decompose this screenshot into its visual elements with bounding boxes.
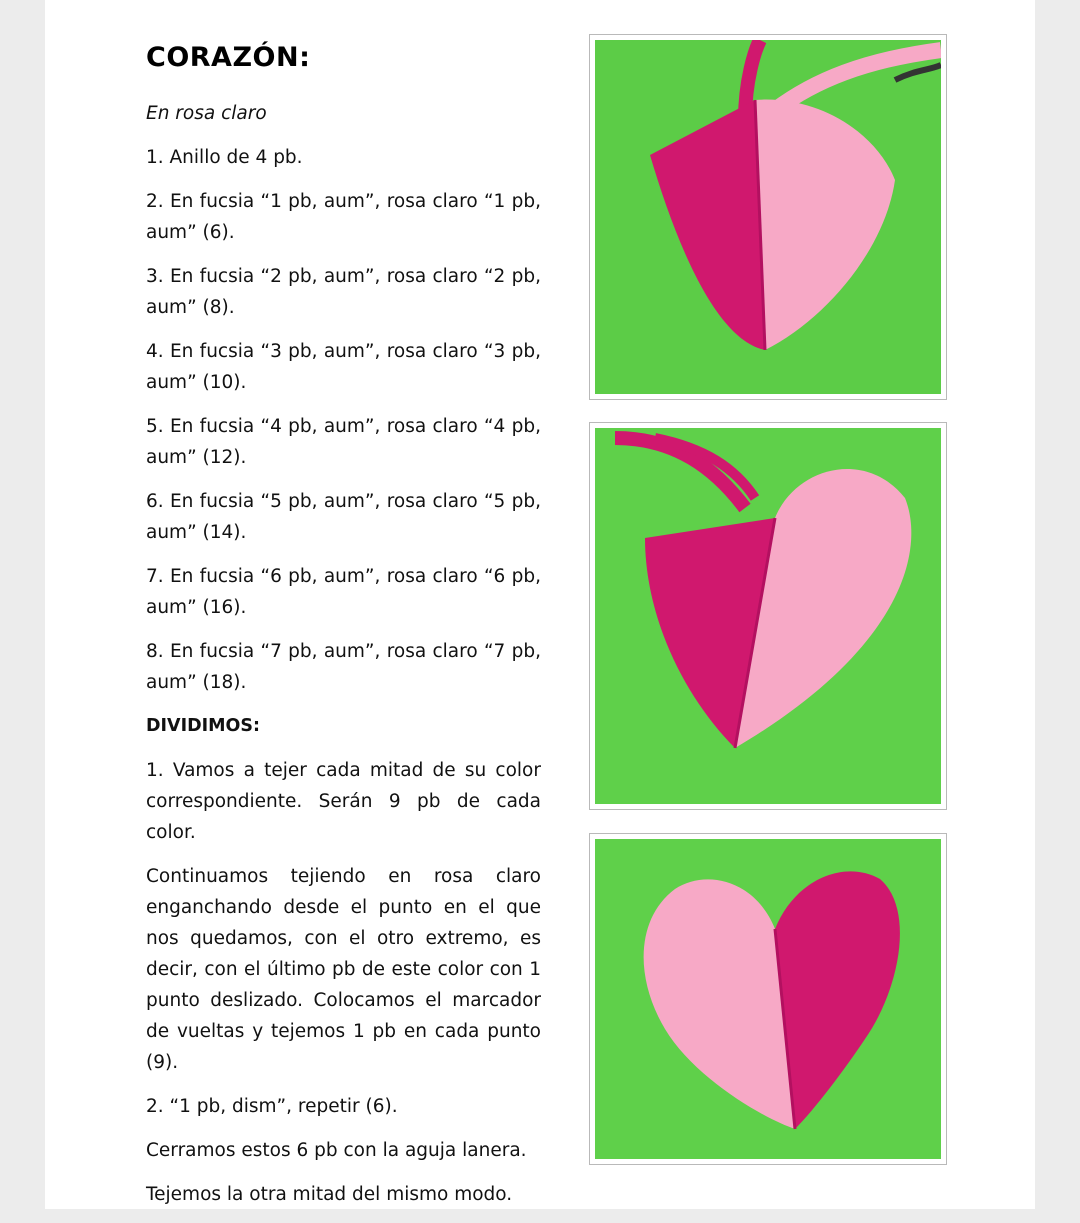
- page-title: CORAZÓN:: [146, 42, 311, 73]
- heart-photo-1: [589, 34, 947, 400]
- instruction-paragraph: Continuamos tejiendo en rosa claro enganchando desde el punto en el que nos quedamos, con el otro extremo, es decir, con el último pb de este color con 1 punto deslizado. Colocamos el marcador de vueltas y tejemos 1 pb en cada punto (9).: [146, 866, 541, 1073]
- section-heading: DIVIDIMOS:: [146, 716, 261, 736]
- heart-photo-2: [589, 422, 947, 810]
- crochet-heart-front-image: [595, 839, 941, 1159]
- instruction-step: 1. Anillo de 4 pb.: [146, 147, 303, 168]
- document-page: [45, 0, 1035, 1209]
- instruction-paragraph: Tejemos la otra mitad del mismo modo.: [146, 1184, 513, 1205]
- instructions-column: [146, 98, 541, 1223]
- instruction-paragraph: Cerramos estos 6 pb con la aguja lanera.: [146, 1140, 527, 1161]
- instruction-step: 5. En fucsia “4 pb, aum”, rosa claro “4 pb, aum” (12).: [146, 416, 541, 468]
- instruction-step: 3. En fucsia “2 pb, aum”, rosa claro “2 pb, aum” (8).: [146, 266, 541, 318]
- crochet-heart-side-image: [595, 40, 941, 394]
- instruction-step: 1. Vamos a tejer cada mitad de su color correspondiente. Serán 9 pb de cada color.: [146, 760, 541, 843]
- crochet-heart-angled-image: [595, 428, 941, 804]
- instruction-step: 4. En fucsia “3 pb, aum”, rosa claro “3 pb, aum” (10).: [146, 341, 541, 393]
- instruction-step: 2. En fucsia “1 pb, aum”, rosa claro “1 pb, aum” (6).: [146, 191, 541, 243]
- heart-photo-3: [589, 833, 947, 1165]
- instruction-step: 8. En fucsia “7 pb, aum”, rosa claro “7 pb, aum” (18).: [146, 641, 541, 693]
- instruction-step: 2. “1 pb, dism”, repetir (6).: [146, 1096, 398, 1117]
- instruction-step: 6. En fucsia “5 pb, aum”, rosa claro “5 pb, aum” (14).: [146, 491, 541, 543]
- color-note: En rosa claro: [146, 103, 267, 124]
- instruction-step: 7. En fucsia “6 pb, aum”, rosa claro “6 pb, aum” (16).: [146, 566, 541, 618]
